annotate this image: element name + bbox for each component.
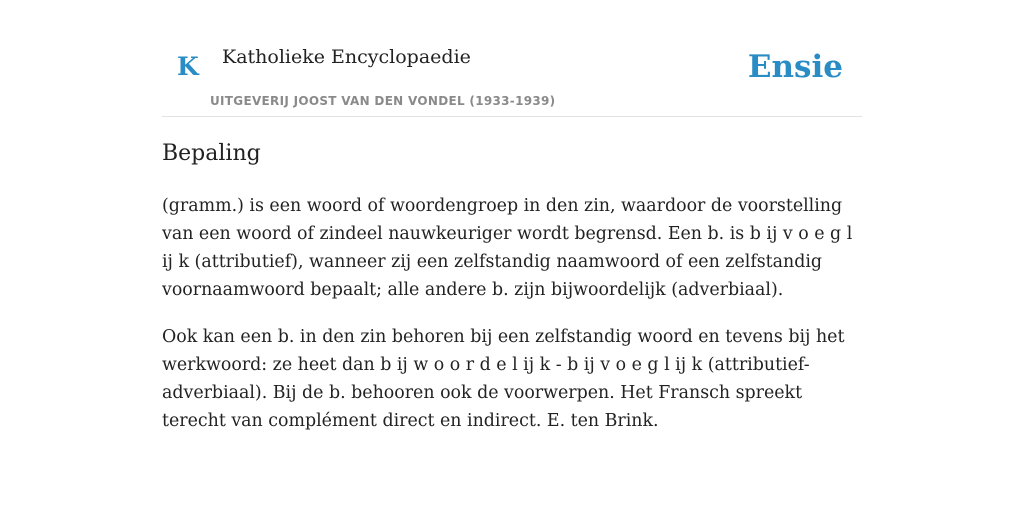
publication-logo: K bbox=[177, 52, 199, 81]
article bbox=[162, 138, 864, 435]
article-title: Bepaling bbox=[162, 141, 261, 166]
brand-logo-link[interactable]: Ensie bbox=[747, 49, 843, 85]
article-paragraph: Ook kan een b. in den zin behoren bij een zelfstandig woord en tevens bij het werkwoord: ze heet dan b ij w o o r d e l ij k - b ij v o e g l ij k (attributief-adverbiaal). Bij de b. behooren ook de voorwerpen. Het Fransch spreekt terecht van complément direct en indirect. E. ten Brink. bbox=[162, 327, 845, 431]
site-header bbox=[162, 0, 862, 117]
publication-subtitle: UITGEVERIJ JOOST VAN DEN VONDEL (1933-1939) bbox=[210, 94, 556, 108]
article-paragraph: (gramm.) is een woord of woordengroep in den zin, waardoor de voorstelling van een woord of zindeel nauwkeuriger wordt begrensd. Een b. is b ij v o e g l ij k (attributief), wanneer zij een zelfstandig naamwoord of een zelfstandig voornaamwoord bepaalt; alle andere b. zijn bijwoordelijk (adverbiaal). bbox=[162, 196, 853, 300]
publication-title: Katholieke Encyclopaedie bbox=[222, 46, 471, 68]
